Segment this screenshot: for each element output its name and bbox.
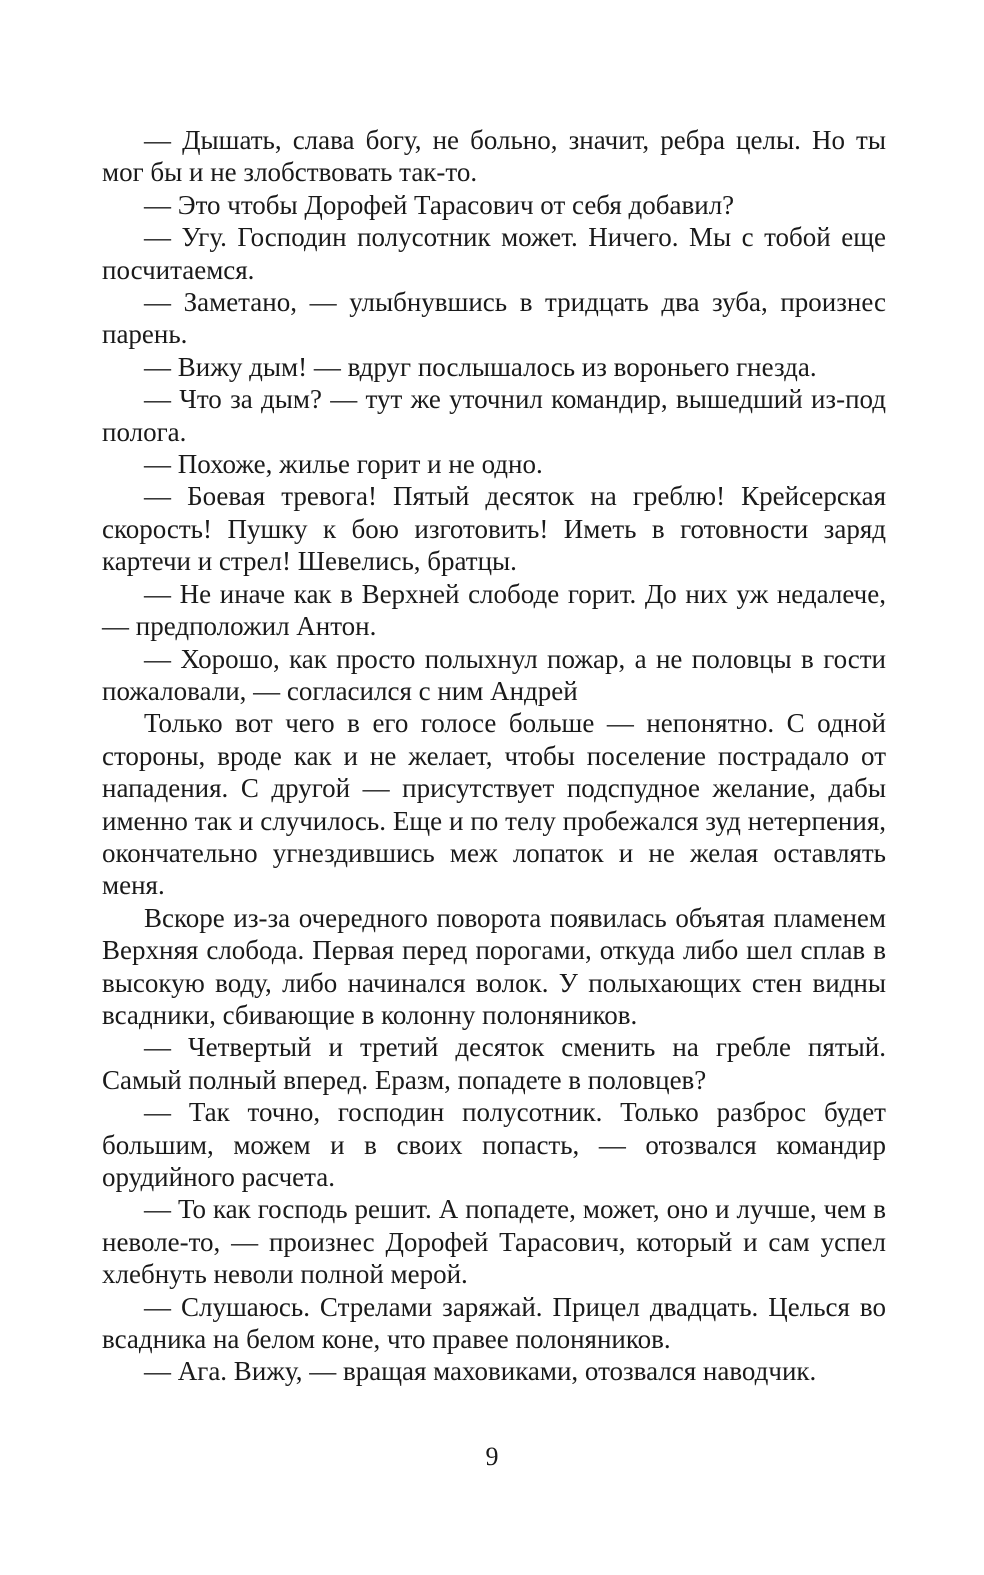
paragraph-4: — Заметано, — улыбнувшись в тридцать два зуба, произнес парень. — [102, 287, 886, 350]
paragraph-11: Только вот чего в его голосе больше — непонятно. С одной стороны, вроде как и не желает, чтобы поселение пострадало от нападения. С другой — присутствует подспудное желание, дабы именно так и случилось. Еще и по телу пробежался зуд нетерпения, окончательно угнездившись меж лопаток и не желая оставлять меня. — [102, 708, 886, 901]
paragraph-16: — Слушаюсь. Стрелами заряжай. Прицел двадцать. Целься во всадника на белом коне, что правее полоняников. — [102, 1291, 886, 1355]
paragraph-1: — Дышать, слава богу, не больно, значит, ребра целы. Но ты мог бы и не злобствовать так-то. — [102, 125, 886, 188]
paragraph-13: — Четвертый и третий десяток сменить на гребле пятый. Самый полный вперед. Еразм, попадете в половцев? — [102, 1032, 886, 1095]
paragraph-15: — То как господь решит. А попадете, может, оно и лучше, чем в неволе-то, — произнес Дорофей Тарасович, который и сам успел хлебнуть неволи полной мерой. — [102, 1194, 886, 1290]
paragraph-9: — Не иначе как в Верхней слободе горит. До них уж недалече, — предположил Антон. — [102, 578, 886, 642]
paragraph-7: — Похоже, жилье горит и не одно. — [144, 449, 543, 480]
paragraph-2: — Это чтобы Дорофей Тарасович от себя добавил? — [144, 189, 735, 220]
paragraph-10: — Хорошо, как просто полыхнул пожар, а не половцы в гости пожаловали, — согласился с ним Андрей — [102, 643, 886, 706]
paragraph-6: — Что за дым? — тут же уточнил командир, вышедший из-под полога. — [102, 384, 886, 447]
paragraph-12: Вскоре из-за очередного поворота появилась объятая пламенем Верхняя слобода. Первая перед порогами, откуда либо шел сплав в высокую воду, либо начинался волок. У полыхающих стен видны всадники, сбивающие в колонну полоняников. — [102, 902, 886, 1030]
paragraph-5: — Вижу дым! — вдруг послышалось из вороньего гнезда. — [144, 351, 817, 382]
paragraph-8: — Боевая тревога! Пятый десяток на греблю! Крейсерская скорость! Пушку к бою изготовить! Иметь в готовности заряд картечи и стрел! Шевелись, братцы. — [102, 481, 886, 577]
body-text — [102, 124, 886, 1388]
paragraph-3: — Угу. Господин полусотник может. Ничего. Мы с тобой еще посчитаемся. — [102, 222, 886, 285]
page-number: 9 — [485, 1442, 499, 1471]
paragraph-14: — Так точно, господин полусотник. Только разброс будет большим, можем и в своих попасть, — отозвался командир орудийного расчета. — [102, 1097, 886, 1192]
paragraph-17: — Ага. Вижу, — вращая маховиками, отозвался наводчик. — [144, 1356, 817, 1387]
